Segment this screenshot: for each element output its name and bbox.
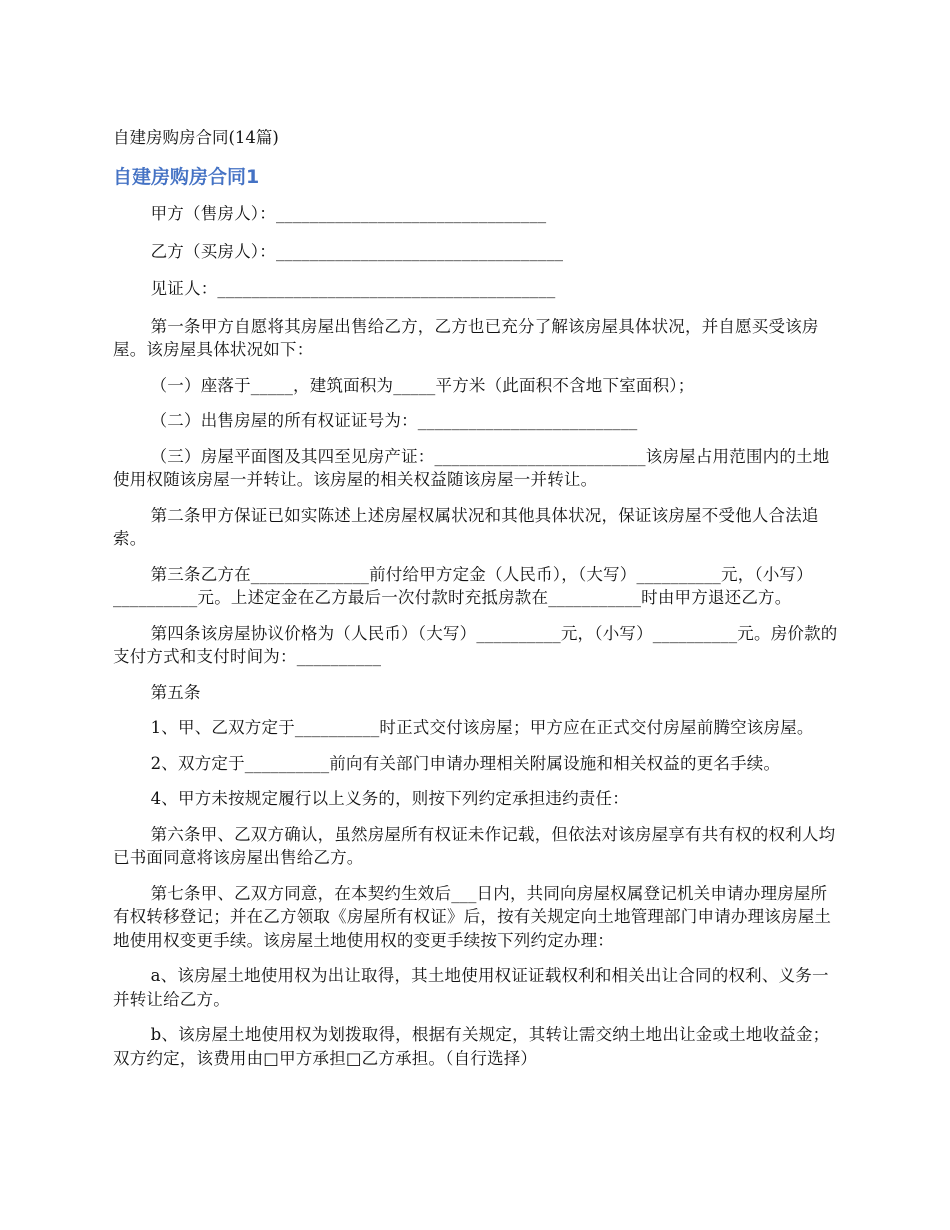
party-b-line: 乙方（买房人）：__________________________________: [150, 241, 564, 261]
party-a-line: 甲方（售房人）：________________________________: [150, 204, 547, 223]
witness-line: 见证人：________________________________________: [150, 279, 556, 298]
document-title: 自建房购房合同(14篇): [113, 128, 279, 147]
article-1-item-3: （三）房屋平面图及其四至见房产证：_________________________该房屋占用范围内的土地使用权随该房屋一并转让。该房屋的相关权益随该房屋一并转让。: [113, 446, 830, 489]
article-7-item-a: a、该房屋土地使用权为出让取得，其土地使用权证证载权利和相关出让合同的权利、义务一并转让给乙方。: [113, 966, 829, 1009]
document-body: [113, 202, 840, 1082]
section-heading: 自建房购房合同1: [113, 166, 260, 188]
article-2: 第二条甲方保证已如实陈述上述房屋权属状况和其他具体状况，保证该房屋不受他人合法追索。: [113, 505, 819, 548]
article-7-item-b: b、该房屋土地使用权为划拨取得，根据有关规定，其转让需交纳土地出让金或土地收益金；双方约定，该费用由□甲方承担□乙方承担。（自行选择）: [113, 1025, 830, 1068]
article-4: 第四条该房屋协议价格为（人民币）（大写）__________元，（小写）__________元。房价款的支付方式和支付时间为：__________: [113, 623, 838, 666]
article-5-item-2: 2、双方定于__________前向有关部门申请办理相关附属设施和相关权益的更名手续。: [150, 753, 781, 773]
article-7: 第七条甲、乙双方同意，在本契约生效后___日内，共同向房屋权属登记机关申请办理房屋所有权转移登记；并在乙方领取《房屋所有权证》后，按有关规定向土地管理部门申请办理该房屋土地使用权变更手续。该房屋土地使用权的变更手续按下列约定办理：: [113, 883, 832, 950]
article-1: 第一条甲方自愿将其房屋出售给乙方，乙方也已充分了解该房屋具体状况，并自愿买受该房屋。该房屋具体状况如下：: [113, 316, 819, 359]
article-1-item-2: （二）出售房屋的所有权证证号为：__________________________: [150, 411, 638, 430]
article-6: 第六条甲、乙双方确认，虽然房屋所有权证未作记载，但依法对该房屋享有共有权的权利人均已书面同意将该房屋出售给乙方。: [113, 824, 836, 867]
article-3: 第三条乙方在______________前付给甲方定金（人民币），（大写）__________元，（小写）__________元。上述定金在乙方最后一次付款时充抵房款在___________时由甲方退还乙方。: [113, 564, 813, 607]
article-5-item-1: 1、甲、乙双方定于__________时正式交付该房屋；甲方应在正式交付房屋前腾空该房屋。: [150, 718, 814, 737]
article-5-item-4: 4、甲方未按规定履行以上义务的，则按下列约定承担违约责任：: [150, 789, 629, 808]
article-5: 第五条: [150, 682, 201, 702]
article-1-item-1: （一）座落于_____，建筑面积为_____平方米（此面积不含地下室面积）；: [150, 375, 695, 395]
